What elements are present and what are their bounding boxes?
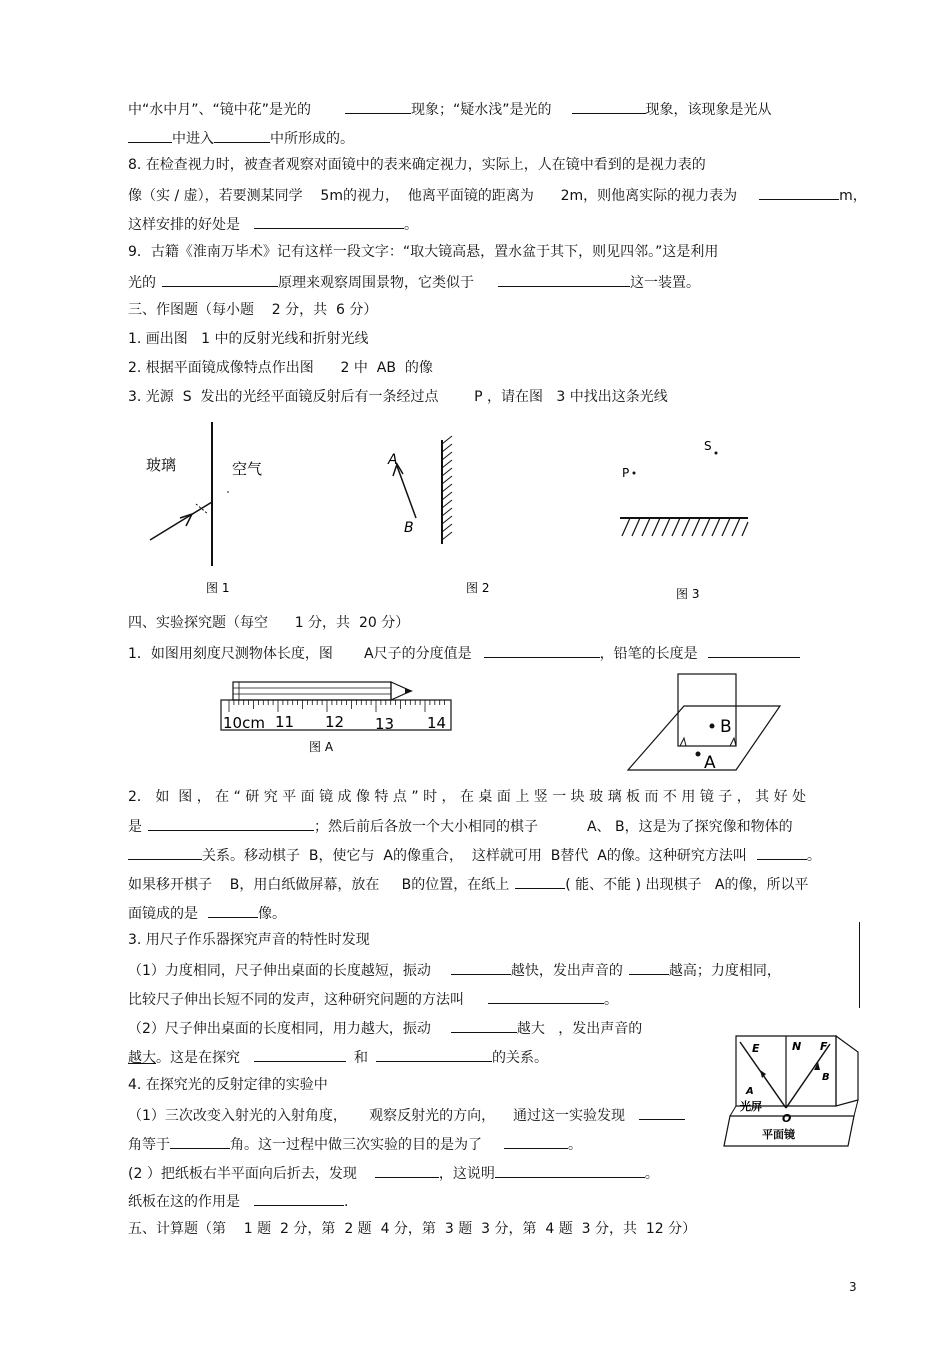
piece-a [696,752,701,757]
answer-blank[interactable] [629,960,669,975]
text: m， [839,188,867,204]
answer-blank[interactable] [254,1191,344,1206]
label-a: A [704,753,716,773]
figure-3-caption: 图 3 [676,587,700,601]
text: 中进入 [172,131,214,147]
text: (2 ）把纸板右半平面向后折去，发现 [128,1166,357,1182]
page-number: 3 [849,1280,857,1294]
line-26 [128,1134,582,1154]
figure-1 [146,422,262,595]
line-15 [128,816,793,836]
text: （1）力度相同，尺子伸出桌面的长度越短，振动 [128,963,431,979]
section-4-heading: 四、实验探究题（每空 1 分，共 20 分） [128,615,410,631]
text: 像（实 / 虚），若要测某同学 5m的视力， 他离平面镜的距离为 2m，则他离实际的视力表为 [128,188,738,204]
figure-2 [387,436,489,595]
answer-blank[interactable] [128,845,202,860]
text: （2）尺子伸出桌面的长度相同，用力越大，振动 [128,1021,431,1037]
text: 。 [404,217,418,233]
screen-label: 光屏 [740,1100,762,1113]
figures-1-3 [120,418,770,608]
line-18 [128,903,286,923]
air-label: 空气 [232,460,263,478]
answer-blank[interactable] [484,643,600,658]
answer-blank[interactable] [515,874,565,889]
tick-label: 14 [427,714,447,732]
answer-blank[interactable] [375,1163,439,1178]
answer-blank[interactable] [759,185,839,200]
reflection-figure [722,1030,862,1152]
line-17 [128,874,808,894]
line-11: 3. 光源 S 发出的光经平面镜反射后有一条经过点 P ，请在图 3 中找出这条光线 [128,389,668,405]
line-23 [128,1047,548,1067]
line-24: 4. 在探究光的反射定律的实验中 [128,1077,328,1093]
answer-blank[interactable] [208,903,258,918]
label-n: N [792,1040,802,1053]
text: 像。 [258,906,286,922]
label-a: A [388,452,398,468]
glass-label: 玻璃 [146,456,177,474]
point-s [715,452,718,455]
line-22 [128,1018,642,1038]
line-9: 1. 画出图 1 中的反射光线和折射光线 [128,331,369,347]
mirror-hatching [622,518,748,536]
piece-b [710,724,715,729]
text: 原理来观察周围景物，它类似于 [278,275,474,291]
point-p [633,472,636,475]
line-19: 3. 用尺子作乐器探究声音的特性时发现 [128,932,370,948]
text: 角等于 [128,1137,170,1153]
answer-blank[interactable] [708,643,800,658]
text: 中“水中月”、“镜中花”是光的 [128,102,312,118]
label-f: F [820,1040,828,1053]
pencil [233,682,413,700]
line-7 [128,272,700,292]
line-6: 9．古籍《淮南万毕术》记有这样一段文字：“取大镜高悬，置水盆于其下，则见四邻。”这是利用 [128,244,719,260]
text: （1）三次改变入射光的入射角度， 观察反射光的方向， 通过这一实验发现 [128,1108,625,1124]
text: 这一装置。 [630,275,700,291]
figure-3 [620,439,748,601]
answer-blank[interactable] [451,960,511,975]
text: 越大 ，发出声音的 [516,1021,643,1037]
line-10: 2. 根据平面镜成像特点作出图 2 中 AB 的像 [128,360,433,376]
answer-blank[interactable] [254,214,404,229]
text: 光的 [128,275,156,291]
label-a: A [746,1086,754,1097]
text: 现象；“疑水浅”是光的 [411,102,552,118]
text: 越高；力度相同， [668,963,781,979]
answer-blank[interactable] [504,1134,568,1149]
answer-blank[interactable] [128,128,172,143]
text: ，这说明 [438,1166,495,1182]
line-13 [128,643,800,663]
figure-1-caption: 图 1 [206,581,230,595]
label-s: S [704,439,712,453]
line-14: 2． 如 图 ， 在 “ 研 究 平 面 镜 成 像 特 点 ” 时 ， 在 桌 面 上 竖 一 块 玻 璃 板 而 不 用 镜 子 ， 其 好 处 [128,789,807,805]
tick-label: 12 [325,713,345,731]
line-3: 8. 在检查视力时，被查者观察对面镜中的表来确定视力，实际上，人在镜中看到的是视力表的 [128,157,706,173]
text: 。 [604,992,618,1008]
text: ；然后前后各放一个大小相同的棋子 A、 B，这是为了探究像和物体的 [314,819,793,835]
text: 角。这一过程中做三次实验的目的是为了 [230,1137,482,1153]
label-b: B [822,1072,830,1083]
answer-blank[interactable] [214,128,270,143]
answer-blank[interactable] [148,816,314,831]
answer-blank[interactable] [757,845,807,860]
text: 面镜成的是 [128,906,198,922]
line-25 [128,1105,685,1125]
line-4 [128,185,867,205]
line-28 [128,1191,348,1211]
figure-a [215,672,460,762]
line-21 [128,989,618,1009]
text: 。 [806,848,821,864]
tick-label: 13 [375,715,395,733]
text: 越快，发出声音的 [510,963,623,979]
text: 是 [128,819,142,835]
text: 关系。移动棋子 B，使它与 A的像重合， 这样就可用 B替代 A的像。这种研究方法叫 [202,848,747,864]
incident-ray [150,502,212,540]
label-e: E [752,1042,760,1055]
answer-blank[interactable] [162,272,278,287]
line-20 [128,960,781,980]
ruler [221,700,451,733]
text: 纸板在这的作用是 [128,1194,240,1210]
text: 这样安排的好处是 [128,217,240,233]
mirror-label: 平面镜 [762,1128,795,1141]
text: 。 [568,1137,582,1153]
line-2 [128,128,354,148]
figure-a-caption: 图 A [309,740,334,754]
text: 现象，该现象是光从 [645,102,772,118]
line-1 [128,99,772,119]
label-p: P [622,466,630,480]
text: . [344,1194,349,1210]
answer-blank[interactable] [345,99,411,114]
figure-2-caption: 图 2 [466,581,490,595]
tick-label: 10cm [223,714,265,732]
text: 1．如图用刻度尺测物体长度，图 A尺子的分度值是 [128,646,472,662]
answer-blank[interactable] [498,272,630,287]
label-b: B [720,717,732,737]
section-3-heading: 三、作图题（每小题 2 分，共 6 分） [128,302,378,318]
answer-blank[interactable] [254,1047,346,1062]
answer-blank[interactable] [451,1018,517,1033]
answer-blank[interactable] [488,989,604,1004]
answer-blank[interactable] [170,1134,230,1149]
text: 。 [644,1166,659,1182]
text: 的关系。 [492,1050,548,1066]
dot [227,491,229,493]
text: 和 [354,1050,368,1066]
tick-label: 11 [275,713,295,731]
mirror-setup-figure [620,668,860,778]
text: ，铅笔的长度是 [599,646,698,662]
line-27 [128,1163,659,1183]
section-5-heading: 五、计算题（第 1 题 2 分，第 2 题 4 分，第 3 题 3 分，第 4 题 3 分，共 12 分） [128,1221,697,1237]
label-o: O [782,1112,792,1125]
mirror-hatching [442,436,452,540]
text: 越大 [128,1050,156,1066]
answer-blank[interactable] [376,1047,492,1062]
line-16 [128,845,821,865]
text: ( 能、不能 ) 出现棋子 A的像，所以平 [565,877,809,893]
text: 中所形成的。 [270,131,354,147]
text: 。这是在探究 [156,1050,240,1066]
label-b: B [404,520,414,536]
answer-blank[interactable] [495,1163,645,1178]
text: 如果移开棋子 B，用白纸做屏幕，放在 B的位置，在纸上 [128,877,510,893]
edge-line [859,922,860,1008]
line-5 [128,214,418,234]
object-ab [397,466,416,518]
answer-blank[interactable] [639,1105,685,1120]
answer-blank[interactable] [572,99,646,114]
text: 比较尺子伸出长短不同的发声，这种研究问题的方法叫 [128,992,464,1008]
